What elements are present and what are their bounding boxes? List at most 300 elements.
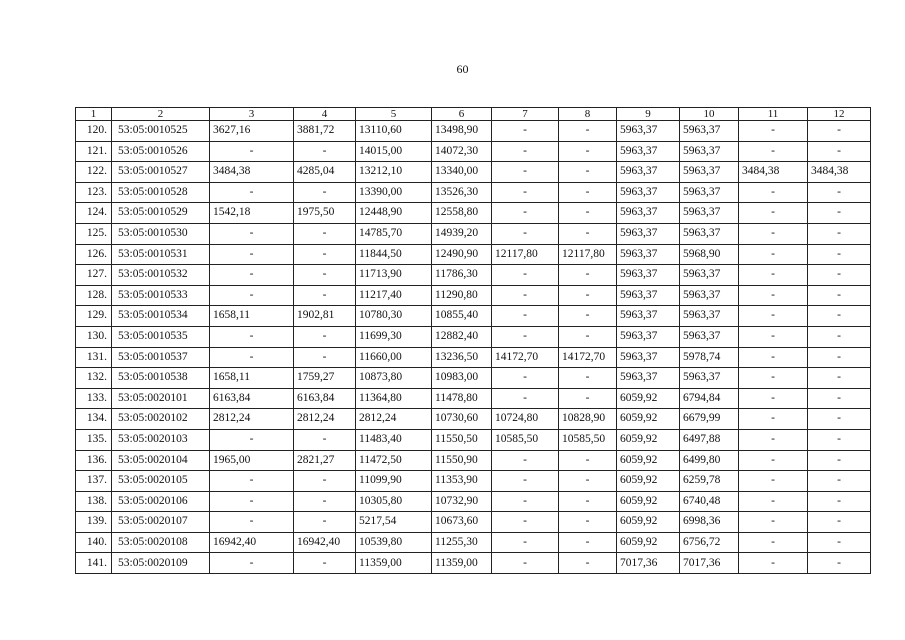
table-cell: 11359,00 <box>356 553 432 574</box>
table-cell: - <box>294 553 356 574</box>
table-cell: 13498,90 <box>432 121 492 142</box>
table-cell: - <box>739 121 808 142</box>
table-cell: 135. <box>76 429 112 450</box>
column-header: 1 <box>76 108 112 121</box>
table-cell: - <box>210 285 294 306</box>
table-cell: 13340,00 <box>432 162 492 183</box>
table-cell: - <box>808 203 871 224</box>
table-cell: 53:05:0020108 <box>112 532 210 553</box>
table-cell: - <box>739 532 808 553</box>
table-cell: 6059,92 <box>617 491 680 512</box>
table-cell: 14785,70 <box>356 223 432 244</box>
table-cell: 5963,37 <box>617 285 680 306</box>
table-cell: 5963,37 <box>617 326 680 347</box>
table-cell: 11472,50 <box>356 450 432 471</box>
table-cell: 6497,88 <box>680 429 739 450</box>
table-cell: - <box>559 265 617 286</box>
table-row <box>76 450 871 471</box>
table-cell: 11099,90 <box>356 471 432 492</box>
table-cell: 13236,50 <box>432 347 492 368</box>
table-cell: 53:05:0010532 <box>112 265 210 286</box>
table-cell: 7017,36 <box>680 553 739 574</box>
table-row <box>76 265 871 286</box>
table-cell: 10855,40 <box>432 306 492 327</box>
table-cell: 5963,37 <box>617 121 680 142</box>
table-cell: - <box>294 326 356 347</box>
table-cell: 13212,10 <box>356 162 432 183</box>
table-cell: 53:05:0020103 <box>112 429 210 450</box>
column-header: 11 <box>739 108 808 121</box>
table-cell: - <box>739 285 808 306</box>
table-cell: 10828,90 <box>559 409 617 430</box>
table-cell: 5963,37 <box>617 306 680 327</box>
table-cell: - <box>739 326 808 347</box>
table-cell: 14172,70 <box>492 347 559 368</box>
table-row <box>76 306 871 327</box>
table-cell: 10730,60 <box>432 409 492 430</box>
table-cell: 53:05:0010537 <box>112 347 210 368</box>
table-row <box>76 285 871 306</box>
table-cell: 138. <box>76 491 112 512</box>
table-cell: 5963,37 <box>680 306 739 327</box>
table-cell: - <box>739 512 808 533</box>
table-cell: - <box>559 471 617 492</box>
table-cell: 5968,90 <box>680 244 739 265</box>
table-cell: 53:05:0010534 <box>112 306 210 327</box>
column-header: 4 <box>294 108 356 121</box>
table-cell: 12882,40 <box>432 326 492 347</box>
table-cell: 6794,84 <box>680 388 739 409</box>
table-cell: 7017,36 <box>617 553 680 574</box>
table-cell: 6679,99 <box>680 409 739 430</box>
table-cell: - <box>492 326 559 347</box>
column-header: 7 <box>492 108 559 121</box>
table-cell: 6740,48 <box>680 491 739 512</box>
table-cell: 53:05:0010535 <box>112 326 210 347</box>
table-cell: 132. <box>76 368 112 389</box>
table-cell: 53:05:0020109 <box>112 553 210 574</box>
table-cell: 10585,50 <box>492 429 559 450</box>
table-cell: 53:05:0020104 <box>112 450 210 471</box>
table-cell: 10983,00 <box>432 368 492 389</box>
table-cell: - <box>492 162 559 183</box>
table-cell: 133. <box>76 388 112 409</box>
table-cell: 2812,24 <box>356 409 432 430</box>
table-cell: - <box>559 306 617 327</box>
table-row <box>76 429 871 450</box>
table-cell: - <box>210 347 294 368</box>
table-cell: - <box>808 326 871 347</box>
table-cell: - <box>739 471 808 492</box>
table-cell: 10539,80 <box>356 532 432 553</box>
table-cell: 53:05:0010533 <box>112 285 210 306</box>
table-cell: - <box>492 203 559 224</box>
table-cell: 137. <box>76 471 112 492</box>
table-cell: - <box>808 471 871 492</box>
table-cell: - <box>559 512 617 533</box>
table-cell: 13390,00 <box>356 182 432 203</box>
table-cell: 11478,80 <box>432 388 492 409</box>
column-header: 10 <box>680 108 739 121</box>
table-cell: 124. <box>76 203 112 224</box>
table-cell: 10585,50 <box>559 429 617 450</box>
table-row <box>76 388 871 409</box>
table-cell: 1658,11 <box>210 306 294 327</box>
table-cell: 120. <box>76 121 112 142</box>
table-cell: 11290,80 <box>432 285 492 306</box>
table-cell: 5963,37 <box>680 285 739 306</box>
table-row <box>76 512 871 533</box>
table-cell: - <box>559 450 617 471</box>
table-cell: 130. <box>76 326 112 347</box>
table-cell: 11550,90 <box>432 450 492 471</box>
table-cell: 10305,80 <box>356 491 432 512</box>
table-cell: 11786,30 <box>432 265 492 286</box>
table-cell: - <box>294 244 356 265</box>
table-cell: 6163,84 <box>294 388 356 409</box>
table-cell: 6756,72 <box>680 532 739 553</box>
table-cell: - <box>808 553 871 574</box>
table-cell: 1658,11 <box>210 368 294 389</box>
table-cell: - <box>210 553 294 574</box>
table-cell: 3484,38 <box>808 162 871 183</box>
table-cell: 5963,37 <box>680 223 739 244</box>
column-header: 12 <box>808 108 871 121</box>
table-cell: - <box>492 512 559 533</box>
table-cell: 1542,18 <box>210 203 294 224</box>
table-cell: 134. <box>76 409 112 430</box>
table-cell: 10873,80 <box>356 368 432 389</box>
table-cell: 53:05:0010526 <box>112 141 210 162</box>
table-cell: 1975,50 <box>294 203 356 224</box>
table-cell: 4285,04 <box>294 162 356 183</box>
column-header: 8 <box>559 108 617 121</box>
table-cell: - <box>210 512 294 533</box>
table-cell: 11255,30 <box>432 532 492 553</box>
table-cell: - <box>492 450 559 471</box>
table-cell: 127. <box>76 265 112 286</box>
table-cell: - <box>808 347 871 368</box>
table-cell: - <box>492 388 559 409</box>
table-cell: 10724,80 <box>492 409 559 430</box>
table-cell: - <box>739 244 808 265</box>
table-cell: 16942,40 <box>294 532 356 553</box>
table-cell: - <box>492 306 559 327</box>
table-row <box>76 121 871 142</box>
table-cell: - <box>559 553 617 574</box>
table-cell: 11844,50 <box>356 244 432 265</box>
table-cell: - <box>808 532 871 553</box>
table-cell: - <box>739 409 808 430</box>
table-cell: 14072,30 <box>432 141 492 162</box>
table-cell: - <box>739 182 808 203</box>
table-cell: - <box>559 223 617 244</box>
table-cell: 5963,37 <box>617 223 680 244</box>
table-cell: 125. <box>76 223 112 244</box>
table-cell: 140. <box>76 532 112 553</box>
table-cell: 5963,37 <box>680 368 739 389</box>
table-cell: 5963,37 <box>617 368 680 389</box>
table-cell: 5963,37 <box>617 244 680 265</box>
table-cell: - <box>559 121 617 142</box>
table-cell: - <box>808 265 871 286</box>
table-cell: - <box>739 450 808 471</box>
table-cell: - <box>492 553 559 574</box>
table-cell: - <box>492 491 559 512</box>
table-cell: 5963,37 <box>617 203 680 224</box>
table-cell: - <box>739 553 808 574</box>
table-cell: 14015,00 <box>356 141 432 162</box>
table-row <box>76 347 871 368</box>
table-cell: 53:05:0010527 <box>112 162 210 183</box>
table-cell: 16942,40 <box>210 532 294 553</box>
table-cell: - <box>492 285 559 306</box>
table-cell: - <box>492 532 559 553</box>
table-cell: 11217,40 <box>356 285 432 306</box>
table-cell: - <box>739 203 808 224</box>
table-cell: - <box>559 368 617 389</box>
table-cell: - <box>739 388 808 409</box>
data-table <box>75 107 871 574</box>
table-cell: - <box>559 326 617 347</box>
table-cell: 1759,27 <box>294 368 356 389</box>
table-cell: - <box>559 532 617 553</box>
column-header: 5 <box>356 108 432 121</box>
table-cell: - <box>294 182 356 203</box>
table-cell: - <box>492 471 559 492</box>
table-cell: - <box>808 491 871 512</box>
table-cell: - <box>808 285 871 306</box>
table-cell: 11483,40 <box>356 429 432 450</box>
table-cell: 14172,70 <box>559 347 617 368</box>
table-cell: - <box>739 347 808 368</box>
table-cell: 6059,92 <box>617 409 680 430</box>
column-header: 2 <box>112 108 210 121</box>
table-cell: - <box>808 223 871 244</box>
table-cell: - <box>559 182 617 203</box>
table-cell: - <box>739 491 808 512</box>
table-cell: 6059,92 <box>617 388 680 409</box>
table-row <box>76 162 871 183</box>
table-cell: 11364,80 <box>356 388 432 409</box>
table-cell: 11713,90 <box>356 265 432 286</box>
column-header: 3 <box>210 108 294 121</box>
table-row <box>76 491 871 512</box>
table-cell: 53:05:0010529 <box>112 203 210 224</box>
table-cell: - <box>210 429 294 450</box>
table-cell: 11353,90 <box>432 471 492 492</box>
table-cell: - <box>739 306 808 327</box>
table-cell: 5963,37 <box>617 347 680 368</box>
table-cell: - <box>294 265 356 286</box>
table-cell: 11550,50 <box>432 429 492 450</box>
table-cell: - <box>808 429 871 450</box>
table-cell: 1965,00 <box>210 450 294 471</box>
column-header: 6 <box>432 108 492 121</box>
table-cell: - <box>808 182 871 203</box>
table-cell: - <box>492 223 559 244</box>
table-cell: 141. <box>76 553 112 574</box>
table-cell: 12490,90 <box>432 244 492 265</box>
table-cell: - <box>294 285 356 306</box>
table-cell: 128. <box>76 285 112 306</box>
table-cell: 12117,80 <box>492 244 559 265</box>
table-cell: 6998,36 <box>680 512 739 533</box>
table-cell: 5963,37 <box>680 182 739 203</box>
table-cell: 53:05:0010531 <box>112 244 210 265</box>
table-cell: 6059,92 <box>617 532 680 553</box>
table-cell: 6059,92 <box>617 471 680 492</box>
table-cell: 5963,37 <box>680 265 739 286</box>
table-cell: - <box>808 388 871 409</box>
table-row <box>76 223 871 244</box>
table-cell: - <box>808 121 871 142</box>
table-header-row <box>76 108 871 121</box>
table-cell: 5217,54 <box>356 512 432 533</box>
table-cell: - <box>294 141 356 162</box>
table-cell: 1902,81 <box>294 306 356 327</box>
table-cell: - <box>808 368 871 389</box>
table-cell: 13526,30 <box>432 182 492 203</box>
page-number: 60 <box>456 62 469 76</box>
table-cell: 6499,80 <box>680 450 739 471</box>
table-cell: - <box>559 491 617 512</box>
table-cell: - <box>210 182 294 203</box>
table-cell: - <box>294 223 356 244</box>
table-cell: - <box>808 512 871 533</box>
table-cell: 5963,37 <box>617 162 680 183</box>
table-cell: 10673,60 <box>432 512 492 533</box>
table-cell: - <box>739 141 808 162</box>
table-cell: - <box>294 491 356 512</box>
table-cell: - <box>210 223 294 244</box>
table-cell: 53:05:0020101 <box>112 388 210 409</box>
table-cell: 53:05:0020102 <box>112 409 210 430</box>
table-cell: - <box>492 265 559 286</box>
table-cell: 136. <box>76 450 112 471</box>
table-cell: - <box>739 368 808 389</box>
table-cell: 121. <box>76 141 112 162</box>
table-cell: 10780,30 <box>356 306 432 327</box>
table-cell: - <box>294 347 356 368</box>
table-cell: 6059,92 <box>617 512 680 533</box>
table-cell: - <box>294 471 356 492</box>
table-cell: 53:05:0010538 <box>112 368 210 389</box>
table-cell: 5963,37 <box>680 162 739 183</box>
table-row <box>76 409 871 430</box>
table-cell: - <box>808 141 871 162</box>
table-cell: - <box>559 141 617 162</box>
table-cell: - <box>559 285 617 306</box>
table-cell: 6059,92 <box>617 429 680 450</box>
table-cell: - <box>210 471 294 492</box>
table-cell: 53:05:0020105 <box>112 471 210 492</box>
table-cell: 122. <box>76 162 112 183</box>
table-cell: 53:05:0010528 <box>112 182 210 203</box>
table-cell: 6163,84 <box>210 388 294 409</box>
table-cell: - <box>492 141 559 162</box>
table-cell: 11699,30 <box>356 326 432 347</box>
table-cell: 12117,80 <box>559 244 617 265</box>
table-row <box>76 368 871 389</box>
table-cell: 12558,80 <box>432 203 492 224</box>
table-cell: 2821,27 <box>294 450 356 471</box>
table-cell: - <box>808 244 871 265</box>
table-row <box>76 553 871 574</box>
table-cell: 13110,60 <box>356 121 432 142</box>
table-cell: 2812,24 <box>294 409 356 430</box>
table-cell: 5963,37 <box>617 182 680 203</box>
table-cell: 5978,74 <box>680 347 739 368</box>
table-row <box>76 182 871 203</box>
table-cell: 53:05:0010530 <box>112 223 210 244</box>
table-cell: - <box>492 121 559 142</box>
table-cell: 3627,16 <box>210 121 294 142</box>
table-cell: - <box>294 512 356 533</box>
table-cell: - <box>210 141 294 162</box>
table-cell: - <box>492 182 559 203</box>
table-row <box>76 471 871 492</box>
table-cell: - <box>210 491 294 512</box>
table-cell: - <box>294 429 356 450</box>
table-cell: 6059,92 <box>617 450 680 471</box>
table-row <box>76 244 871 265</box>
table-cell: - <box>210 265 294 286</box>
table-row <box>76 203 871 224</box>
table-cell: - <box>739 429 808 450</box>
table-row <box>76 532 871 553</box>
table-cell: - <box>492 368 559 389</box>
table-cell: 123. <box>76 182 112 203</box>
table-cell: 5963,37 <box>680 121 739 142</box>
table-row <box>76 141 871 162</box>
table-cell: 12448,90 <box>356 203 432 224</box>
table-cell: - <box>739 265 808 286</box>
table-body <box>76 121 871 574</box>
column-header: 9 <box>617 108 680 121</box>
table-cell: - <box>210 244 294 265</box>
table-cell: 129. <box>76 306 112 327</box>
table-cell: 5963,37 <box>680 203 739 224</box>
table-cell: 131. <box>76 347 112 368</box>
table-row <box>76 326 871 347</box>
table-cell: 53:05:0020106 <box>112 491 210 512</box>
table-cell: 139. <box>76 512 112 533</box>
table-cell: 3484,38 <box>739 162 808 183</box>
table-cell: 6259,78 <box>680 471 739 492</box>
table-cell: 3881,72 <box>294 121 356 142</box>
table-cell: 5963,37 <box>617 265 680 286</box>
table-cell: 53:05:0020107 <box>112 512 210 533</box>
table-cell: - <box>559 162 617 183</box>
table-cell: - <box>559 203 617 224</box>
table-cell: 10732,90 <box>432 491 492 512</box>
table-cell: - <box>808 450 871 471</box>
table-cell: - <box>808 306 871 327</box>
table-cell: - <box>559 388 617 409</box>
table-cell: - <box>739 223 808 244</box>
table-cell: - <box>210 326 294 347</box>
table-cell: 14939,20 <box>432 223 492 244</box>
table-cell: 3484,38 <box>210 162 294 183</box>
table-cell: 5963,37 <box>617 141 680 162</box>
table-cell: 2812,24 <box>210 409 294 430</box>
table-cell: 5963,37 <box>680 326 739 347</box>
table-cell: 126. <box>76 244 112 265</box>
table-cell: 53:05:0010525 <box>112 121 210 142</box>
table-cell: 11359,00 <box>432 553 492 574</box>
table-cell: - <box>808 409 871 430</box>
